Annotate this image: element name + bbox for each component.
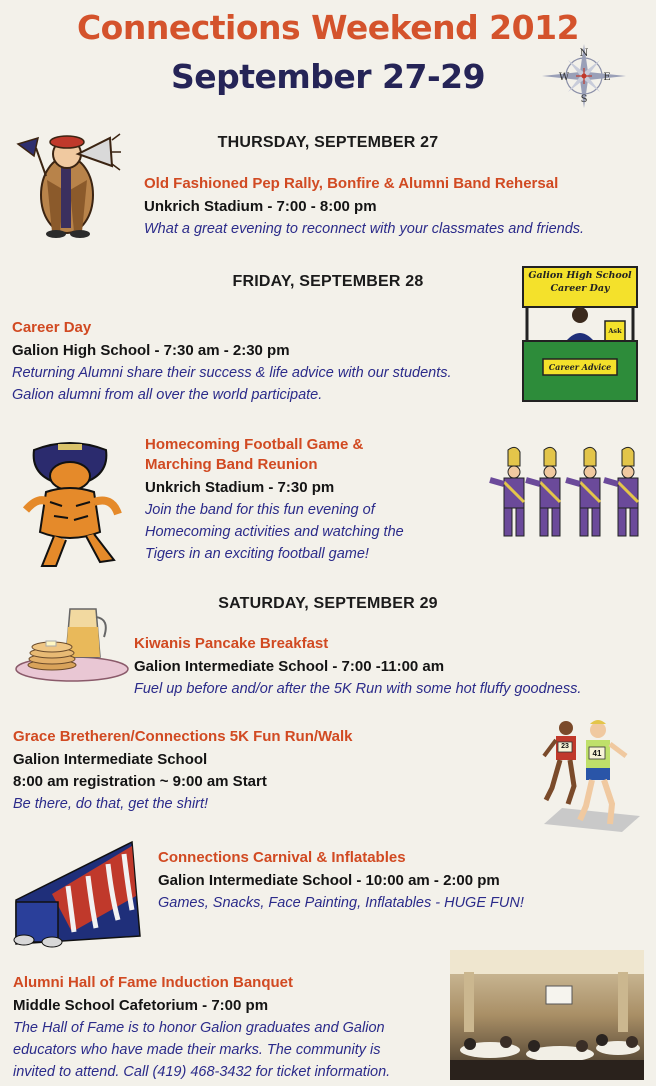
event-schedule-fun-run: 8:00 am registration ~ 9:00 am Start [13, 773, 267, 790]
booth-counter-sign: Career Advice [548, 362, 612, 372]
event-title-hall-of-fame: Alumni Hall of Fame Induction Banquet [13, 974, 294, 991]
compass-w: W [558, 72, 570, 83]
inflatable-slide-icon [12, 836, 144, 948]
event-title-homecoming-2: Marching Band Reunion [145, 456, 318, 473]
event-title-fun-run: Grace Bretheren/Connections 5K Fun Run/Walk [13, 728, 353, 745]
band-member-4 [604, 447, 638, 536]
band-member-1 [490, 447, 524, 536]
tiger-mascot-icon [14, 440, 126, 572]
booth-placard: Ask [608, 327, 622, 335]
event-title-pancake: Kiwanis Pancake Breakfast [134, 635, 329, 652]
banquet-photo [450, 950, 644, 1080]
band-member-2 [526, 447, 560, 536]
event-title-career-day: Career Day [12, 319, 92, 336]
event-description-hall-of-fame-2: educators who have made their marks. The community is [13, 1042, 381, 1058]
runner-bib-1: 23 [561, 743, 569, 750]
career-booth-icon [521, 265, 639, 405]
event-location-hall-of-fame: Middle School Cafetorium - 7:00 pm [13, 997, 269, 1014]
event-description-career-day-2: Galion alumni from all over the world participate. [12, 387, 323, 403]
event-title-carnival: Connections Carnival & Inflatables [158, 849, 406, 866]
event-description-pep-rally: What a great evening to reconnect with your classmates and friends. [144, 221, 585, 237]
runners-icon [540, 716, 644, 836]
event-title-homecoming-1: Homecoming Football Game & [145, 436, 364, 453]
event-description-homecoming-3: Tigers in an exciting football game! [145, 546, 369, 562]
event-location-fun-run: Galion Intermediate School [13, 751, 208, 768]
page-subtitle-dates: September 27-29 [170, 57, 486, 96]
compass-rose-icon [528, 42, 640, 120]
event-description-career-day-1: Returning Alumni share their success & life advice with our students. [12, 365, 452, 381]
event-description-hall-of-fame-3: invited to attend. Call (419) 468-3432 for ticket information. [13, 1064, 391, 1080]
day-heading-friday: FRIDAY, SEPTEMBER 28 [232, 273, 424, 290]
event-description-homecoming-1: Join the band for this fun evening of [145, 502, 375, 518]
event-location-pep-rally: Unkrich Stadium - 7:00 - 8:00 pm [144, 198, 377, 215]
event-location-career-day: Galion High School - 7:30 am - 2:30 pm [12, 342, 290, 359]
event-description-pancake: Fuel up before and/or after the 5K Run with some hot fluffy goodness. [134, 681, 582, 697]
event-location-homecoming: Unkrich Stadium - 7:30 pm [145, 479, 335, 496]
event-location-pancake: Galion Intermediate School - 7:00 -11:00 am [134, 658, 445, 675]
event-location-carnival: Galion Intermediate School - 10:00 am - 2:00 pm [158, 872, 500, 889]
compass-s: S [580, 94, 588, 105]
day-heading-saturday: SATURDAY, SEPTEMBER 29 [218, 595, 438, 612]
day-heading-thursday: THURSDAY, SEPTEMBER 27 [217, 134, 439, 151]
event-title-pep-rally: Old Fashioned Pep Rally, Bonfire & Alumni Band Rehersal [144, 175, 559, 192]
event-description-carnival: Games, Snacks, Face Painting, Inflatables - HUGE FUN! [158, 895, 524, 911]
pep-rally-cheerleader-icon [12, 120, 122, 240]
marching-band-icon [486, 444, 646, 548]
compass-n: N [579, 48, 589, 59]
event-description-fun-run: Be there, do that, get the shirt! [13, 796, 209, 812]
pancake-breakfast-icon [14, 603, 132, 685]
runner-bib-2: 41 [592, 749, 602, 758]
band-member-3 [566, 447, 600, 536]
page-title: Connections Weekend 2012 [76, 8, 580, 47]
booth-sign-line1: Galion High School [528, 270, 632, 281]
event-description-hall-of-fame-1: The Hall of Fame is to honor Galion graduates and Galion [13, 1020, 385, 1036]
booth-sign-line2: Career Day [550, 283, 610, 294]
compass-e: E [603, 72, 611, 83]
event-description-homecoming-2: Homecoming activities and watching the [145, 524, 404, 540]
